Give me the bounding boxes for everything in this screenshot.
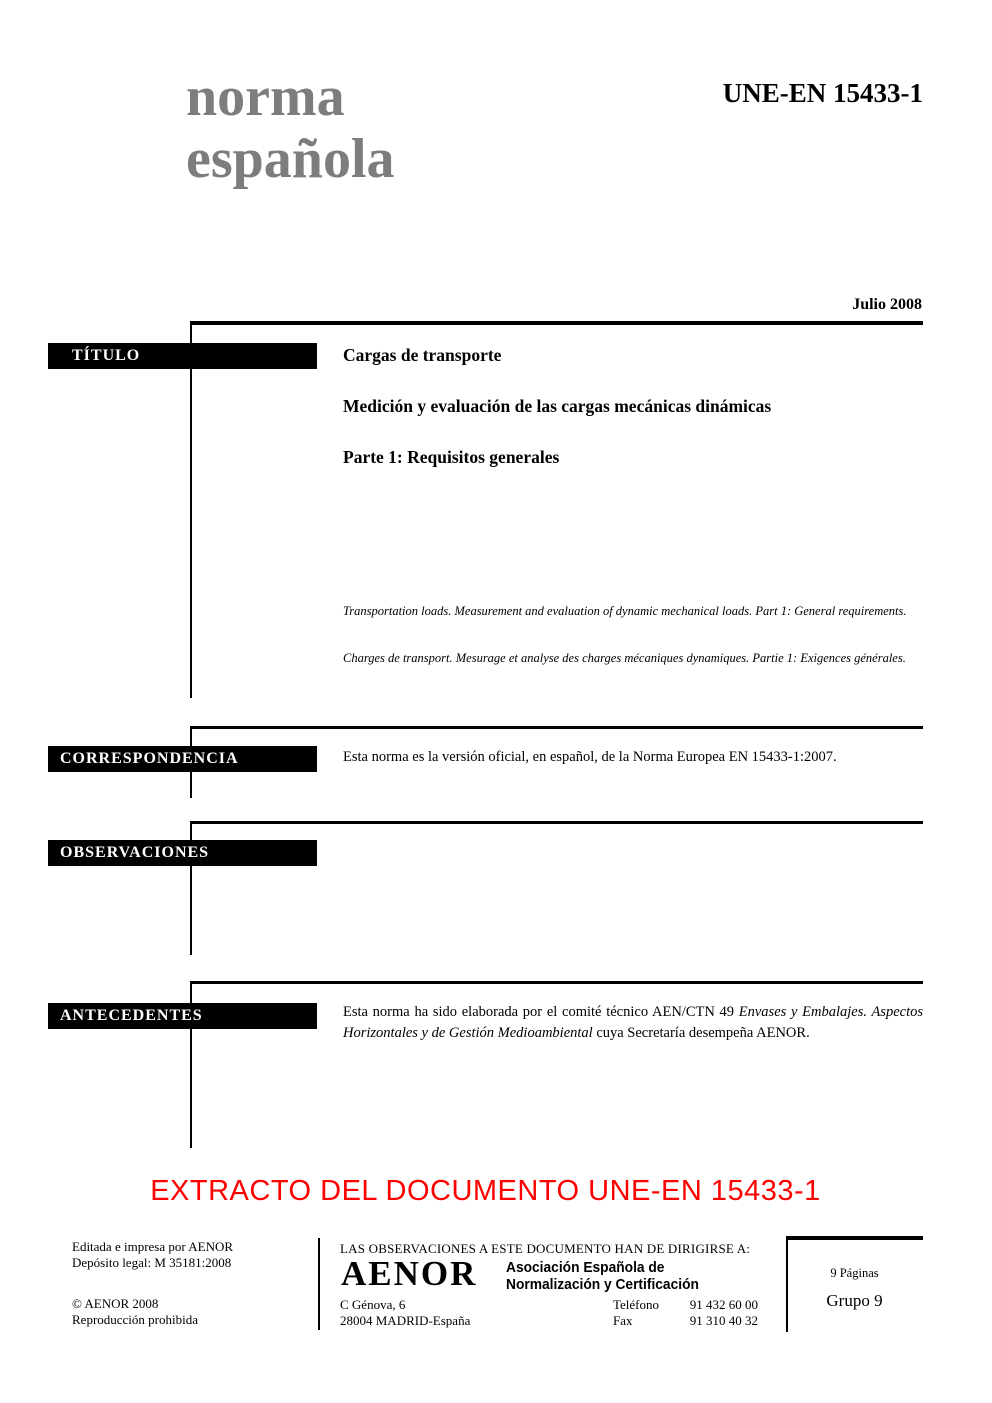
title-line-1: Cargas de transporte [343, 345, 502, 365]
footer-phone-label: Teléfono [613, 1297, 660, 1312]
footer-box-left-border [786, 1236, 788, 1332]
antecedentes-text [343, 1002, 923, 1044]
rule-correspondencia [190, 726, 923, 729]
footer-address-city: 28004 MADRID-España [340, 1313, 471, 1328]
title-translation-english: Transportation loads. Measurement and evaluation of dynamic mechanical loads. Part 1: General requirements. [343, 604, 907, 618]
title-translation-french: Charges de transport. Mesurage et analyse des charges mécaniques dynamiques. Partie 1: Exigences générales. [343, 651, 906, 665]
extract-notice: EXTRACTO DEL DOCUMENTO UNE-EN 15433-1 [150, 1175, 821, 1207]
section-label-titulo: TÍTULO [48, 343, 317, 369]
rule-observaciones [190, 821, 923, 824]
title-line-3: Parte 1: Requisitos generales [343, 447, 560, 467]
section-label-observaciones: OBSERVACIONES [48, 840, 317, 866]
aenor-org-line-1: Asociación Española de [506, 1260, 665, 1276]
brand-line-2: española [186, 128, 395, 190]
aenor-logo: AENOR [341, 1254, 478, 1293]
antecedentes-text-part2: cuya Secretaría desempeña AENOR. [592, 1025, 810, 1041]
issue-date: Julio 2008 [852, 296, 922, 313]
footer-group: Grupo 9 [826, 1291, 883, 1310]
vertical-line-titulo [190, 321, 192, 698]
footer-fax-label: Fax [613, 1313, 633, 1328]
footer-edited-by: Editada e impresa por AENOR [72, 1239, 234, 1254]
footer-phone-value: 91 432 60 00 [689, 1297, 758, 1312]
correspondencia-text: Esta norma es la versión oficial, en español, de la Norma Europea EN 15433-1:2007. [343, 749, 837, 765]
rule-top [190, 321, 923, 325]
antecedentes-text-part1: Esta norma ha sido elaborada por el comité técnico AEN/CTN 49 [343, 1004, 739, 1020]
rule-antecedentes [190, 981, 923, 984]
footer-divider [318, 1238, 320, 1330]
footer-fax-value: 91 310 40 32 [689, 1313, 758, 1328]
title-line-2: Medición y evaluación de las cargas mecánicas dinámicas [343, 396, 772, 416]
standard-code: UNE-EN 15433-1 [722, 78, 923, 108]
section-label-antecedentes: ANTECEDENTES [48, 1003, 317, 1029]
footer-box-top-border [786, 1236, 923, 1240]
footer-observations-notice: LAS OBSERVACIONES A ESTE DOCUMENTO HAN DE DIRIGIRSE A: [340, 1241, 751, 1256]
aenor-org-line-2: Normalización y Certificación [506, 1277, 699, 1293]
footer-address-street: C Génova, 6 [340, 1297, 406, 1312]
antecedentes-text-italic: Envases y Embalajes. Aspectos Horizontales y de Gestión Medioambiental [343, 1004, 923, 1041]
brand-line-1: norma [186, 66, 345, 128]
footer-copyright: © AENOR 2008 [72, 1296, 159, 1311]
aenor-org-name [506, 1260, 699, 1294]
footer-reproduction-notice: Reproducción prohibida [72, 1312, 198, 1327]
footer-legal-deposit: Depósito legal: M 35181:2008 [72, 1255, 232, 1270]
section-label-correspondencia: CORRESPONDENCIA [48, 746, 317, 772]
brand-logo [186, 66, 395, 190]
footer-page-count: 9 Páginas [830, 1266, 879, 1280]
